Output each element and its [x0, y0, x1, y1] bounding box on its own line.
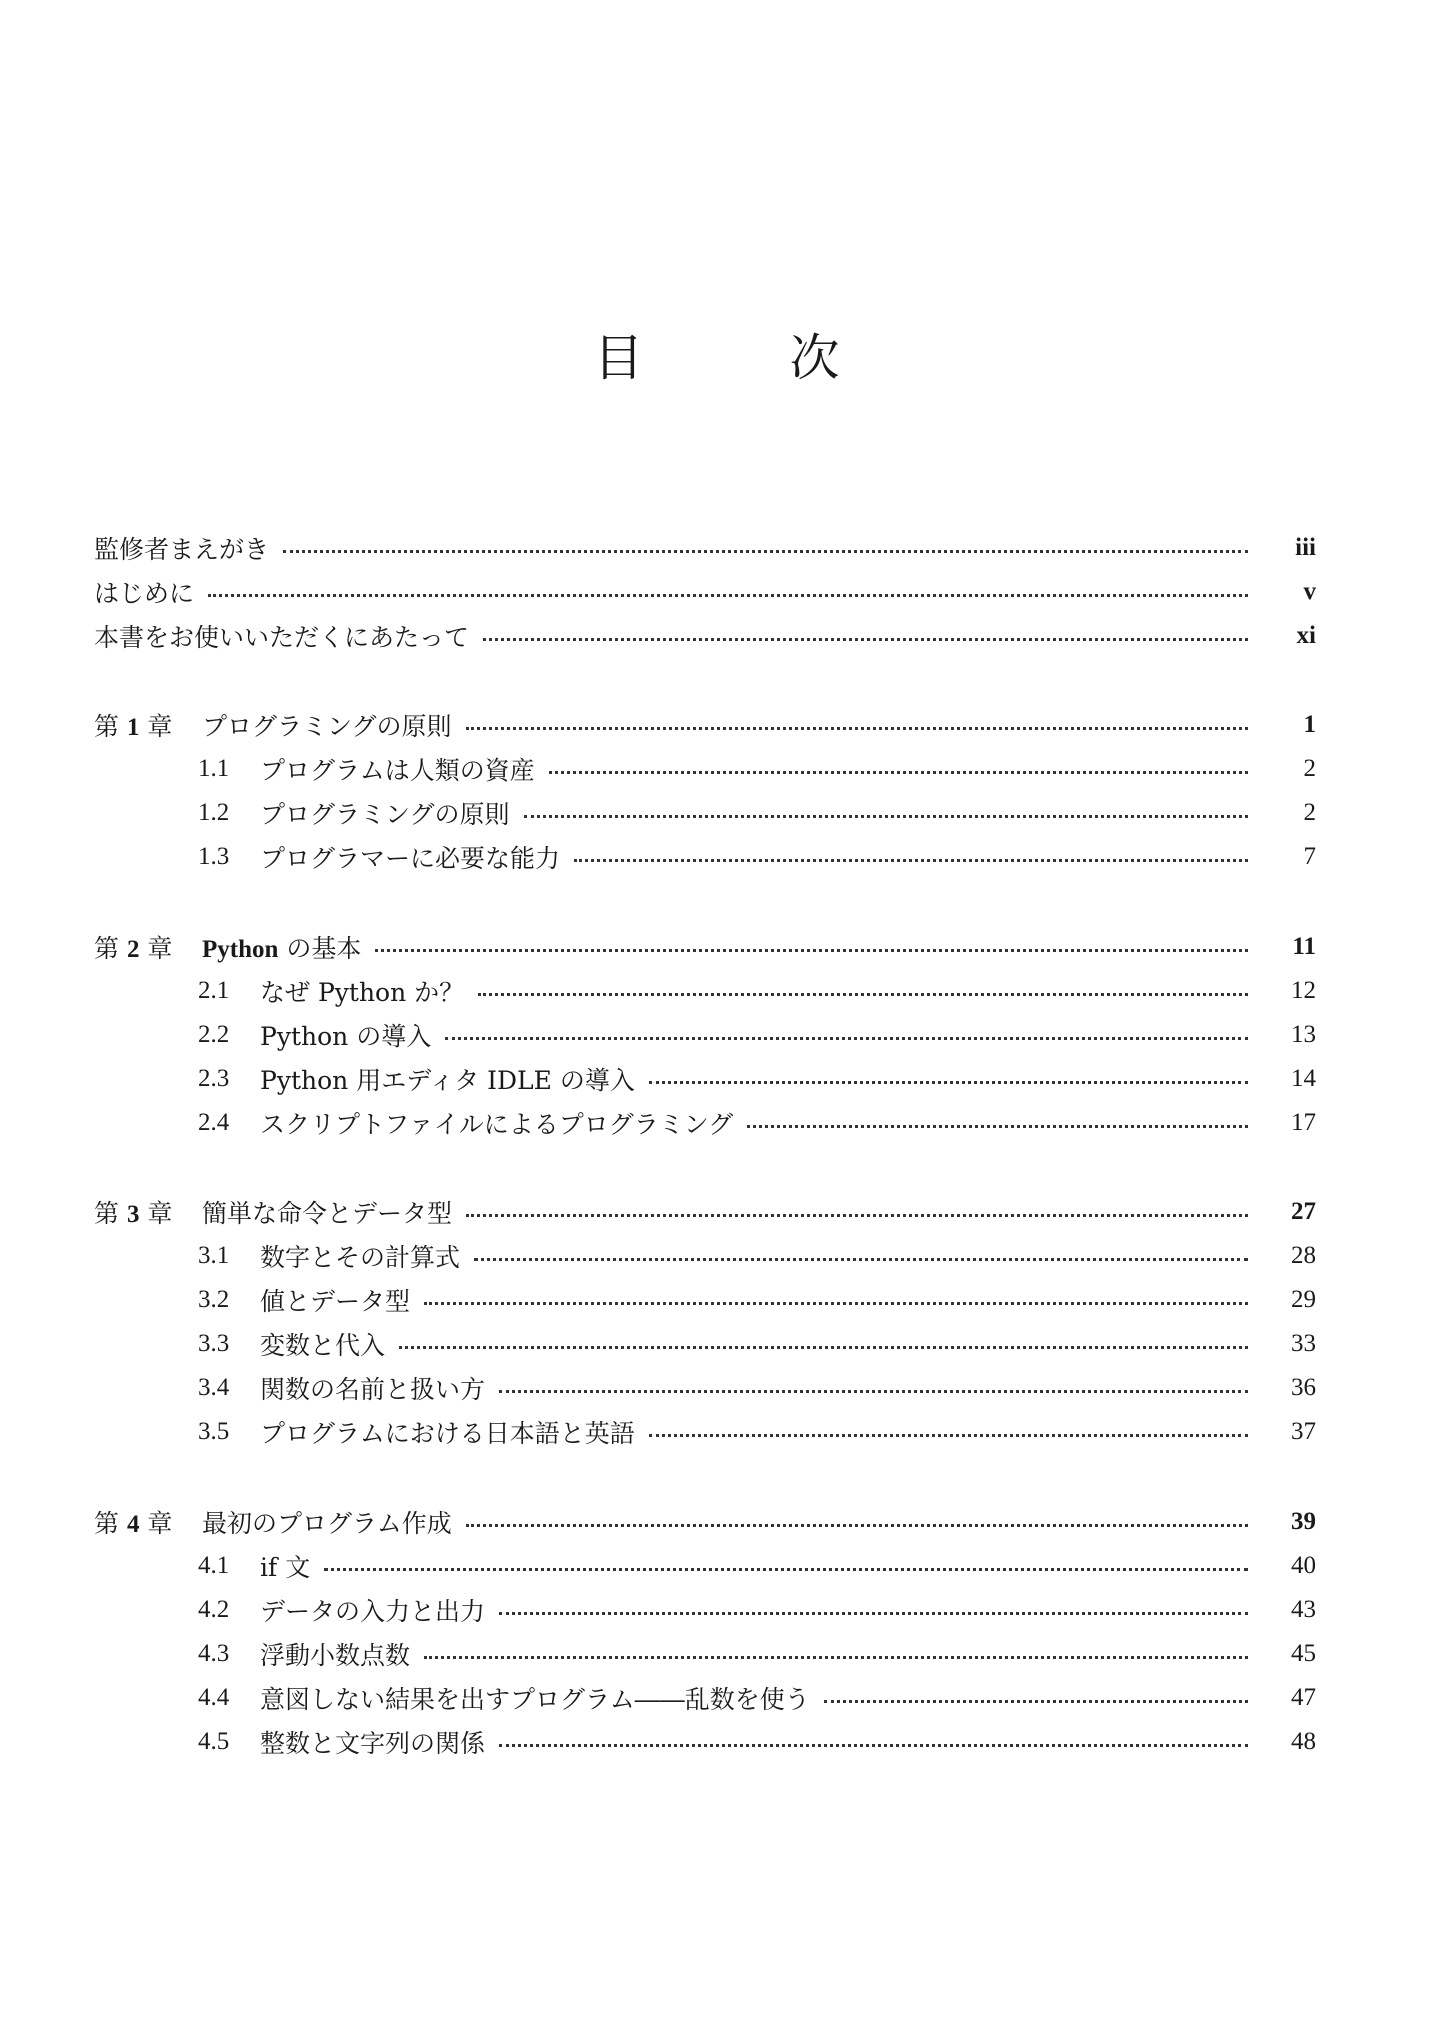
- dot-leader: [424, 1302, 1248, 1305]
- toc-page-number: 40: [1291, 1552, 1316, 1579]
- chapter-number: 第 3 章: [94, 1199, 173, 1228]
- toc-page-number: 36: [1291, 1374, 1316, 1401]
- toc-page-number: 11: [1292, 933, 1316, 960]
- toc-page-number: 37: [1291, 1418, 1316, 1445]
- toc-page-number: 48: [1291, 1728, 1316, 1755]
- chapter-number: 第 4 章: [94, 1509, 173, 1538]
- section-title: 関数の名前と扱い方: [260, 1370, 499, 1406]
- toc-chapter-4[interactable]: [0, 1500, 1433, 1544]
- toc-page-number: v: [1303, 578, 1316, 605]
- chapter-title: 簡単な命令とデータ型: [202, 1194, 466, 1230]
- section-title: スクリプトファイルによるプログラミング: [260, 1105, 747, 1141]
- toc-page-number: 1: [1303, 711, 1316, 738]
- toc-page-number: xi: [1296, 622, 1316, 649]
- toc-page-number: 39: [1291, 1508, 1316, 1535]
- dot-leader: [375, 949, 1248, 952]
- toc-section[interactable]: [0, 1057, 1433, 1101]
- dot-leader: [747, 1125, 1248, 1128]
- section-number: 4.4: [198, 1684, 230, 1711]
- dot-leader: [208, 594, 1248, 597]
- dot-leader: [466, 1214, 1248, 1217]
- toc-page-number: 45: [1291, 1640, 1316, 1667]
- dot-leader: [574, 859, 1248, 862]
- section-title: プログラムは人類の資産: [260, 751, 549, 787]
- dot-leader: [283, 550, 1248, 553]
- toc-entry-label: 監修者まえがき: [94, 530, 283, 566]
- dot-leader: [483, 638, 1248, 641]
- toc-page-number: 14: [1291, 1065, 1316, 1092]
- dot-leader: [499, 1744, 1248, 1747]
- toc-page-number: 7: [1303, 843, 1316, 870]
- toc-section[interactable]: [0, 1366, 1433, 1410]
- section-number: 4.5: [198, 1728, 230, 1755]
- section-title: if 文: [260, 1548, 324, 1584]
- section-title: 意図しない結果を出すプログラム――乱数を使う: [260, 1680, 824, 1716]
- section-number: 3.3: [198, 1330, 230, 1357]
- page-title: 目 次: [593, 329, 888, 387]
- toc-section[interactable]: [0, 1101, 1433, 1145]
- toc-page-number: 17: [1291, 1109, 1316, 1136]
- section-number: 3.4: [198, 1374, 230, 1401]
- dot-leader: [474, 1258, 1248, 1261]
- section-title: プログラムにおける日本語と英語: [260, 1414, 649, 1450]
- toc-page-number: 27: [1291, 1198, 1316, 1225]
- section-number: 3.2: [198, 1286, 230, 1313]
- section-title: なぜ Python か？: [260, 973, 478, 1009]
- toc-section[interactable]: [0, 1544, 1433, 1588]
- section-title: Python 用エディタ IDLE の導入: [260, 1061, 649, 1097]
- section-number: 3.1: [198, 1242, 230, 1269]
- section-title: 整数と文字列の関係: [260, 1724, 499, 1760]
- toc-page-number: iii: [1295, 534, 1316, 561]
- section-number: 4.1: [198, 1552, 230, 1579]
- toc-chapter-3[interactable]: [0, 1190, 1433, 1234]
- dot-leader: [524, 815, 1248, 818]
- chapter-number: 第 1 章: [94, 712, 173, 741]
- chapter-title: プログラミングの原則: [202, 707, 466, 743]
- toc-page-number: 33: [1291, 1330, 1316, 1357]
- toc-section[interactable]: [0, 1278, 1433, 1322]
- section-title: 変数と代入: [260, 1326, 399, 1362]
- toc-section[interactable]: [0, 1720, 1433, 1764]
- toc-page-number: 47: [1291, 1684, 1316, 1711]
- toc-section[interactable]: [0, 969, 1433, 1013]
- dot-leader: [649, 1081, 1248, 1084]
- section-title: プログラミングの原則: [260, 795, 524, 831]
- toc-chapter-1[interactable]: [0, 703, 1433, 747]
- section-title: 値とデータ型: [260, 1282, 424, 1318]
- toc-page-number: 12: [1291, 977, 1316, 1004]
- dot-leader: [324, 1568, 1248, 1571]
- chapter-title: 最初のプログラム作成: [202, 1504, 466, 1540]
- toc-page-number: 2: [1303, 755, 1316, 782]
- section-number: 2.3: [198, 1065, 230, 1092]
- section-number: 4.2: [198, 1596, 230, 1623]
- section-title: プログラマーに必要な能力: [260, 839, 574, 875]
- toc-section[interactable]: [0, 1013, 1433, 1057]
- section-number: 3.5: [198, 1418, 230, 1445]
- dot-leader: [466, 727, 1248, 730]
- toc-section[interactable]: [0, 1322, 1433, 1366]
- toc-section[interactable]: [0, 1234, 1433, 1278]
- section-number: 1.2: [198, 799, 230, 826]
- dot-leader: [445, 1037, 1248, 1040]
- dot-leader: [824, 1700, 1248, 1703]
- toc-page-number: 43: [1291, 1596, 1316, 1623]
- dot-leader: [478, 993, 1248, 996]
- toc-section[interactable]: [0, 1676, 1433, 1720]
- section-title: Python の導入: [260, 1017, 445, 1053]
- toc-section[interactable]: [0, 1632, 1433, 1676]
- toc-section[interactable]: [0, 1588, 1433, 1632]
- section-title: 浮動小数点数: [260, 1636, 424, 1672]
- toc-entry-front[interactable]: [0, 570, 1433, 614]
- section-number: 2.4: [198, 1109, 230, 1136]
- section-number: 4.3: [198, 1640, 230, 1667]
- toc-section[interactable]: [0, 835, 1433, 879]
- section-number: 2.1: [198, 977, 230, 1004]
- section-title: データの入力と出力: [260, 1592, 499, 1628]
- toc-page-number: 2: [1303, 799, 1316, 826]
- section-number: 2.2: [198, 1021, 230, 1048]
- dot-leader: [499, 1612, 1248, 1615]
- toc-page-number: 28: [1291, 1242, 1316, 1269]
- toc-section[interactable]: [0, 791, 1433, 835]
- toc-chapter-2[interactable]: [0, 925, 1433, 969]
- toc-page-number: 13: [1291, 1021, 1316, 1048]
- toc-entry-label: はじめに: [94, 574, 208, 610]
- dot-leader: [424, 1656, 1248, 1659]
- section-number: 1.1: [198, 755, 230, 782]
- chapter-title: Python の基本: [202, 929, 375, 965]
- toc-entry-front[interactable]: [0, 614, 1433, 658]
- toc-section[interactable]: [0, 1410, 1433, 1454]
- toc-entry-front[interactable]: [0, 526, 1433, 570]
- toc-entry-label: 本書をお使いいただくにあたって: [94, 618, 483, 654]
- dot-leader: [499, 1390, 1248, 1393]
- toc-section[interactable]: [0, 747, 1433, 791]
- dot-leader: [549, 771, 1248, 774]
- dot-leader: [466, 1524, 1248, 1527]
- dot-leader: [399, 1346, 1248, 1349]
- section-title: 数字とその計算式: [260, 1238, 474, 1274]
- toc-page-number: 29: [1291, 1286, 1316, 1313]
- section-number: 1.3: [198, 843, 230, 870]
- dot-leader: [649, 1434, 1248, 1437]
- chapter-number: 第 2 章: [94, 934, 173, 963]
